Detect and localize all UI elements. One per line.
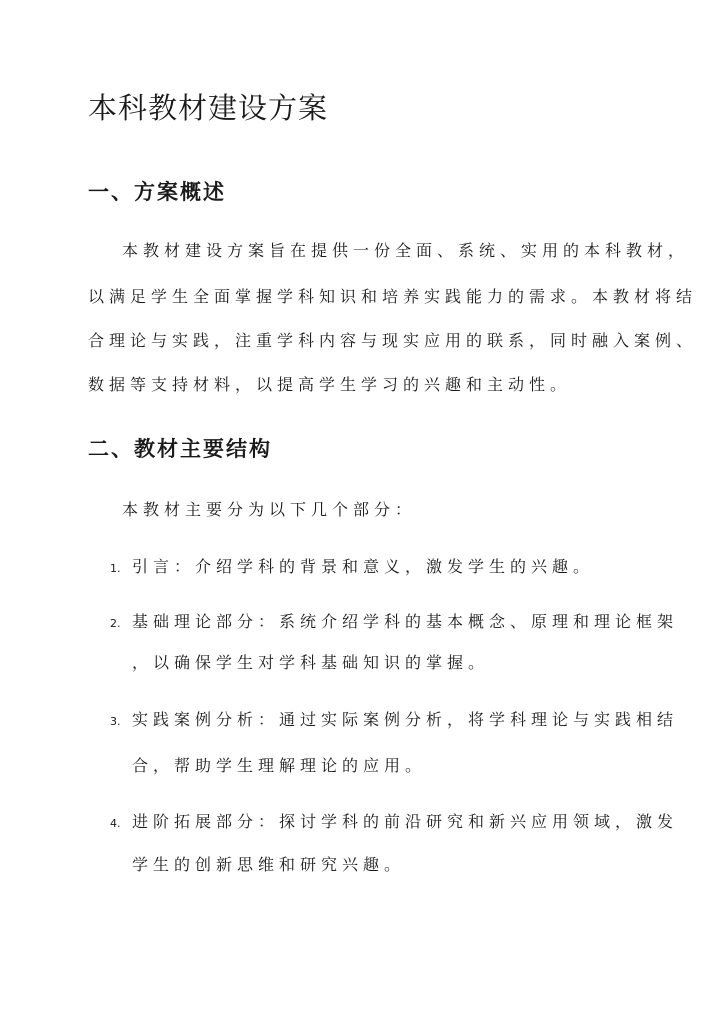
list-number: 1. [110, 562, 121, 575]
list-intro: 本教材主要分为以下几个部分： [122, 500, 417, 519]
paragraph-line: 本教材建设方案旨在提供一份全面、系统、实用的本科教材， [122, 241, 690, 260]
list-number: 4. [110, 817, 121, 830]
list-text: 基础理论部分：系统介绍学科的基本概念、原理和理论框架 [132, 612, 679, 631]
list-number: 3. [110, 715, 121, 728]
list-text: 合，帮助学生理解理论的应用。 [132, 756, 427, 775]
list-text: ，以确保学生对学科基础知识的掌握。 [132, 653, 490, 672]
document-title: 本科教材建设方案 [88, 91, 329, 125]
paragraph-line: 合理论与实践，注重学科内容与现实应用的联系，同时融入案例、 [88, 331, 698, 350]
paragraph-line: 以满足学生全面掌握学科知识和培养实践能力的需求。本教材将结 [88, 287, 698, 306]
list-text: 引言：介绍学科的背景和意义，激发学生的兴趣。 [132, 557, 595, 576]
section-heading-overview: 一、方案概述 [88, 180, 226, 204]
list-number: 2. [110, 617, 121, 630]
list-text: 进阶拓展部分：探讨学科的前沿研究和新兴应用领域，激发 [132, 812, 679, 831]
paragraph-line: 数据等支持材料，以提高学生学习的兴趣和主动性。 [88, 375, 572, 394]
list-text: 学生的创新思维和研究兴趣。 [132, 855, 406, 874]
list-text: 实践案例分析：通过实际案例分析，将学科理论与实践相结 [132, 710, 679, 729]
section-heading-structure: 二、教材主要结构 [88, 437, 272, 461]
